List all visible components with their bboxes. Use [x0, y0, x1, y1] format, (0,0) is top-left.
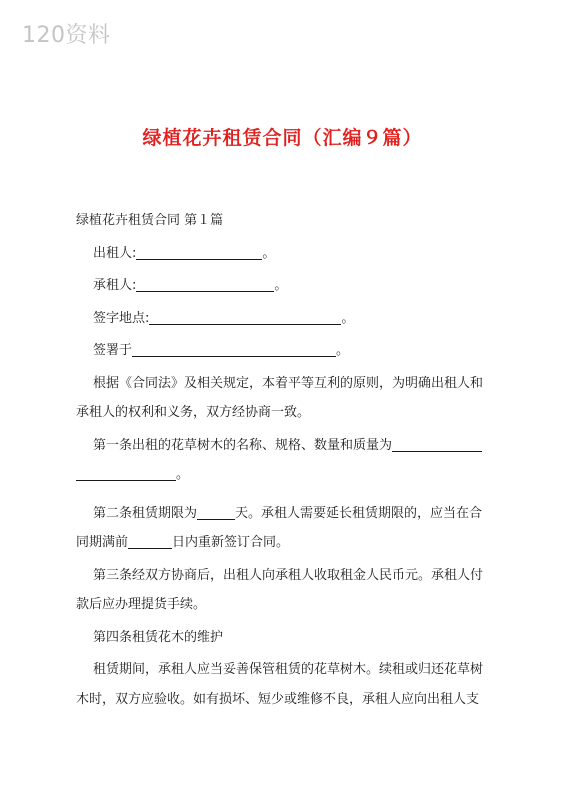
document-body [76, 206, 496, 717]
lessor-suffix: 。 [262, 245, 276, 261]
sign-place-blank[interactable] [149, 307, 341, 325]
clause-1-line-2 [76, 460, 496, 490]
clause-4-heading: 第四条租赁花木的维护 [93, 629, 224, 645]
clause-2-renew-blank[interactable] [128, 531, 172, 549]
clause-2-line-1 [76, 499, 496, 529]
clause-3-line-2: 款后应办理提货手续。 [76, 597, 207, 612]
clause-4-line-1: 租赁期间，承租人应当妥善保管租赁的花草树木。续租或归还花草树 [93, 662, 484, 677]
clause-3-paragraph [76, 561, 496, 620]
intro-line-1: 根据《合同法》及相关规定，本着平等互利的原则，为明确出租人和 [93, 375, 484, 391]
clause-1-text: 第一条出租的花草树木的名称、规格、数量和质量为 [93, 437, 393, 453]
lessee-blank[interactable] [136, 274, 274, 292]
clause-2-line-2-suffix: 日内重新签订合同。 [172, 535, 290, 550]
clause-1-blank-1[interactable] [392, 434, 482, 452]
lessor-label: 出租人: [93, 245, 137, 261]
lessor-blank[interactable] [136, 242, 262, 260]
document-title: 绿植花卉租赁合同（汇编９篇） [142, 127, 423, 149]
clause-1-paragraph [76, 431, 496, 490]
clause-1-blank-2[interactable] [76, 463, 176, 481]
sign-place-line [76, 304, 496, 334]
lessor-line [76, 239, 496, 269]
sign-at-label: 签署于 [93, 343, 133, 358]
sign-at-blank[interactable] [132, 339, 336, 357]
clause-2-days-blank[interactable] [197, 502, 235, 520]
lessee-line [76, 271, 496, 301]
clause-2-paragraph [76, 499, 496, 558]
clause-3-line-1: 第三条经双方协商后，出租人向承租人收取租金人民币元。承租人付 [93, 567, 484, 583]
intro-paragraph [76, 369, 496, 428]
clause-1-line-1 [76, 431, 496, 461]
intro-line-2: 承租人的权利和义务，双方经协商一致。 [76, 405, 311, 420]
clause-1-suffix: 。 [176, 467, 190, 482]
sign-place-label: 签字地点: [93, 310, 150, 326]
sign-at-line [76, 336, 496, 366]
clause-4-line-2: 木时，双方应验收。如有损坏、短少或维修不良，承租人应向出租人支 [76, 691, 480, 707]
sign-place-suffix: 。 [341, 310, 355, 326]
clause-2-line-2 [76, 528, 496, 558]
sign-at-suffix: 。 [336, 343, 350, 358]
lessee-suffix: 。 [274, 278, 288, 293]
clause-2-line-2-prefix: 同期满前 [76, 535, 129, 550]
clause-2-part-1: 第二条租赁期限为 [93, 505, 198, 521]
lessee-label: 承租人: [93, 278, 137, 293]
section-heading: 绿植花卉租赁合同 第１篇 [76, 213, 224, 228]
clause-2-part-2: 天。承租人需要延长租赁期限的，应当在合 [235, 505, 483, 521]
clause-4-paragraph [76, 655, 496, 714]
watermark-logo: 120资料 [22, 23, 111, 48]
